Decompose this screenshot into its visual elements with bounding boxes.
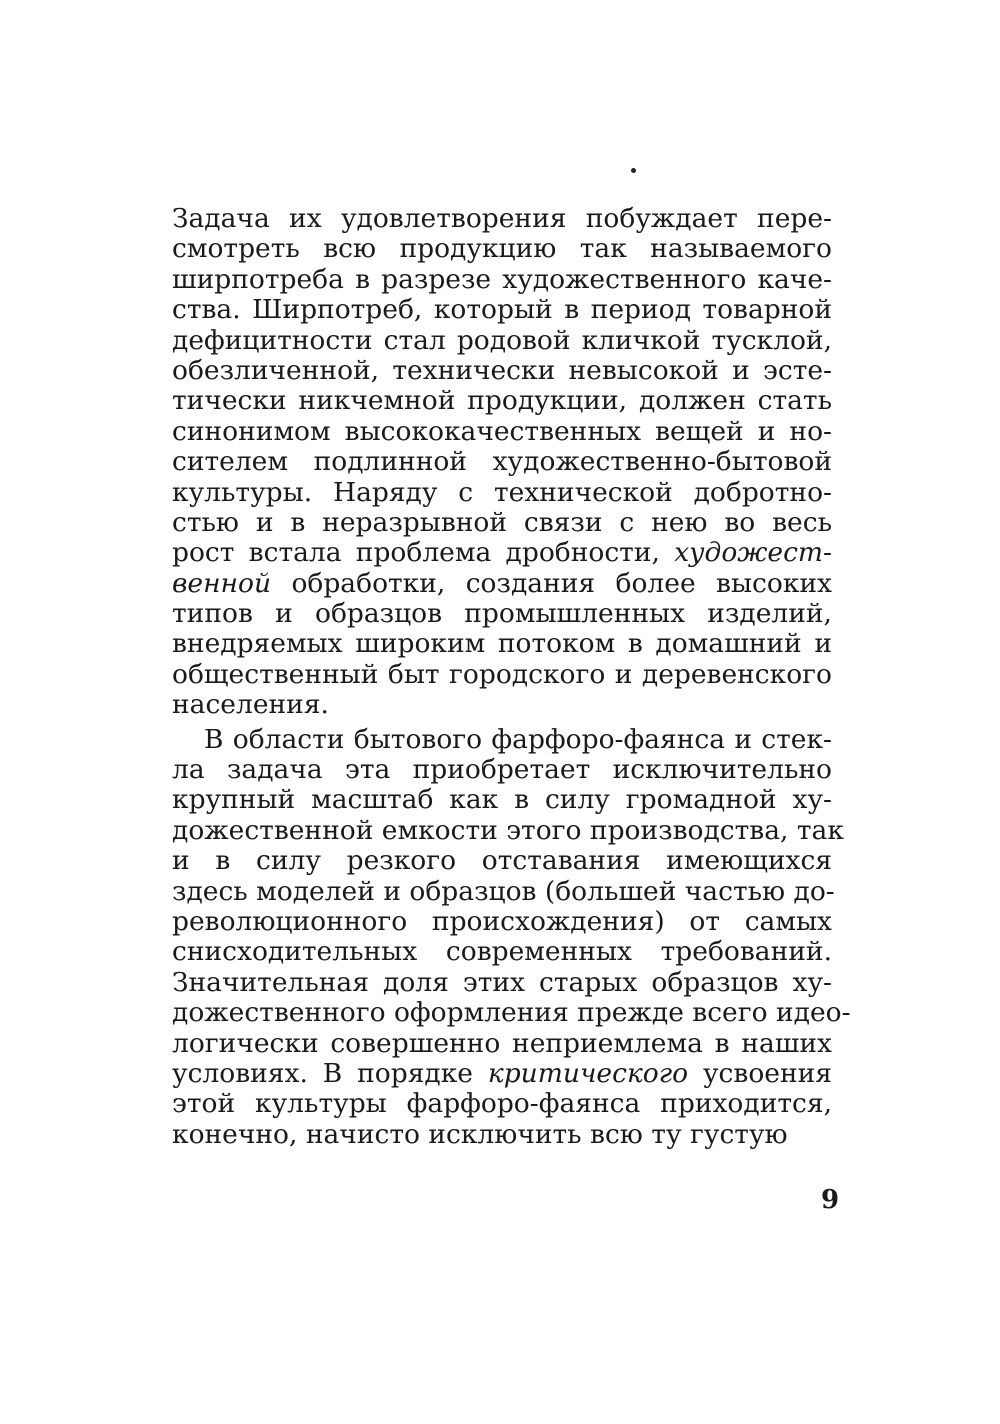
text-line <box>172 234 832 264</box>
text-segment: ширпотреба в разрезе художественного каче- <box>172 263 832 295</box>
text-segment: обезличенной, технически невысокой и эсте- <box>172 354 832 386</box>
text-line <box>172 907 832 937</box>
text-line <box>172 204 832 234</box>
text-segment: конечно, начисто исключить всю ту густую <box>172 1118 788 1150</box>
text-line <box>172 629 832 659</box>
text-line <box>172 755 832 785</box>
text-segment: крупный масштаб как в силу громадной ху- <box>172 784 832 816</box>
text-line <box>172 265 832 295</box>
text-line <box>172 417 832 447</box>
text-segment: дожественной емкости этого производства, так <box>172 814 844 846</box>
text-segment: революционного происхождения) от самых <box>172 905 832 937</box>
text-segment: здесь моделей и образцов (большей частью до- <box>172 875 835 907</box>
text-segment: условиях. В порядке <box>172 1057 488 1089</box>
paragraph <box>172 723 851 1150</box>
text-line <box>172 1059 832 1089</box>
text-line <box>172 386 832 416</box>
text-segment: стью и в неразрывной связи с нею во весь <box>172 506 832 538</box>
text-segment: дожественного оформления прежде всего идео- <box>172 997 851 1029</box>
text-line <box>172 875 835 907</box>
text-line <box>172 937 832 967</box>
text-line <box>172 538 832 568</box>
text-line <box>172 599 832 629</box>
text-segment: типов и образцов промышленных изделий, <box>172 598 832 630</box>
italic-phrase: художест- <box>674 537 832 569</box>
text-line <box>172 356 832 386</box>
text-line <box>172 785 832 815</box>
text-segment: культуры. Наряду с технической добротно- <box>172 476 832 508</box>
text-segment: Задача их удовлетворения побуждает пере- <box>172 203 832 234</box>
text-segment: обработки, создания более высоких <box>271 567 832 599</box>
text-line <box>172 725 832 755</box>
text-line <box>172 447 832 477</box>
text-segment: ла задача эта приобретает исключительно <box>172 754 832 786</box>
text-segment: усвоения <box>688 1057 832 1089</box>
page-number: 9 <box>821 1185 840 1215</box>
text-segment: логически совершенно неприемлема в наших <box>172 1027 832 1059</box>
text-line <box>172 478 832 508</box>
text-line <box>172 690 832 720</box>
text-line <box>172 968 832 998</box>
text-line <box>172 997 851 1029</box>
text-segment: ства. Ширпотреб, который в период товарной <box>172 294 832 326</box>
text-segment: этой культуры фарфоро-фаянса приходится, <box>172 1088 832 1120</box>
text-line <box>172 660 832 690</box>
text-segment: сителем подлинной художественно-бытовой <box>172 446 832 478</box>
text-segment: дефицитности стал родовой кличкой тусклой, <box>172 324 832 356</box>
text-segment: Значительная доля этих старых образцов ху- <box>172 966 832 998</box>
text-line <box>172 814 844 846</box>
text-segment: и в силу резкого отставания имеющихся <box>172 845 832 877</box>
text-segment: населения. <box>172 689 329 721</box>
text-line <box>172 1089 832 1119</box>
italic-phrase: критического <box>487 1057 689 1089</box>
text-line <box>172 569 832 599</box>
text-line <box>172 326 832 356</box>
text-segment: смотреть всю продукцию так называемого <box>172 233 832 265</box>
text-segment: рост встала проблема дробности, <box>172 537 675 569</box>
text-line <box>172 508 832 538</box>
text-segment: В области бытового фарфоро-фаянса и стек- <box>204 723 832 755</box>
text-line <box>172 846 832 876</box>
text-segment: внедряемых широким потоком в домашний и <box>172 628 832 660</box>
text-line <box>172 1029 832 1059</box>
text-segment: синонимом высококачественных вещей и но- <box>172 415 832 447</box>
text-segment: тически никчемной продукции, должен стать <box>172 385 832 417</box>
paragraph <box>172 204 832 721</box>
print-speck <box>631 168 636 173</box>
text-segment: общественный быт городского и деревенского <box>172 658 832 690</box>
body-text <box>172 203 851 1150</box>
italic-phrase: венной <box>172 567 272 599</box>
text-line <box>172 1120 832 1150</box>
text-segment: снисходительных современных требований. <box>172 936 832 968</box>
text-line <box>172 295 832 325</box>
